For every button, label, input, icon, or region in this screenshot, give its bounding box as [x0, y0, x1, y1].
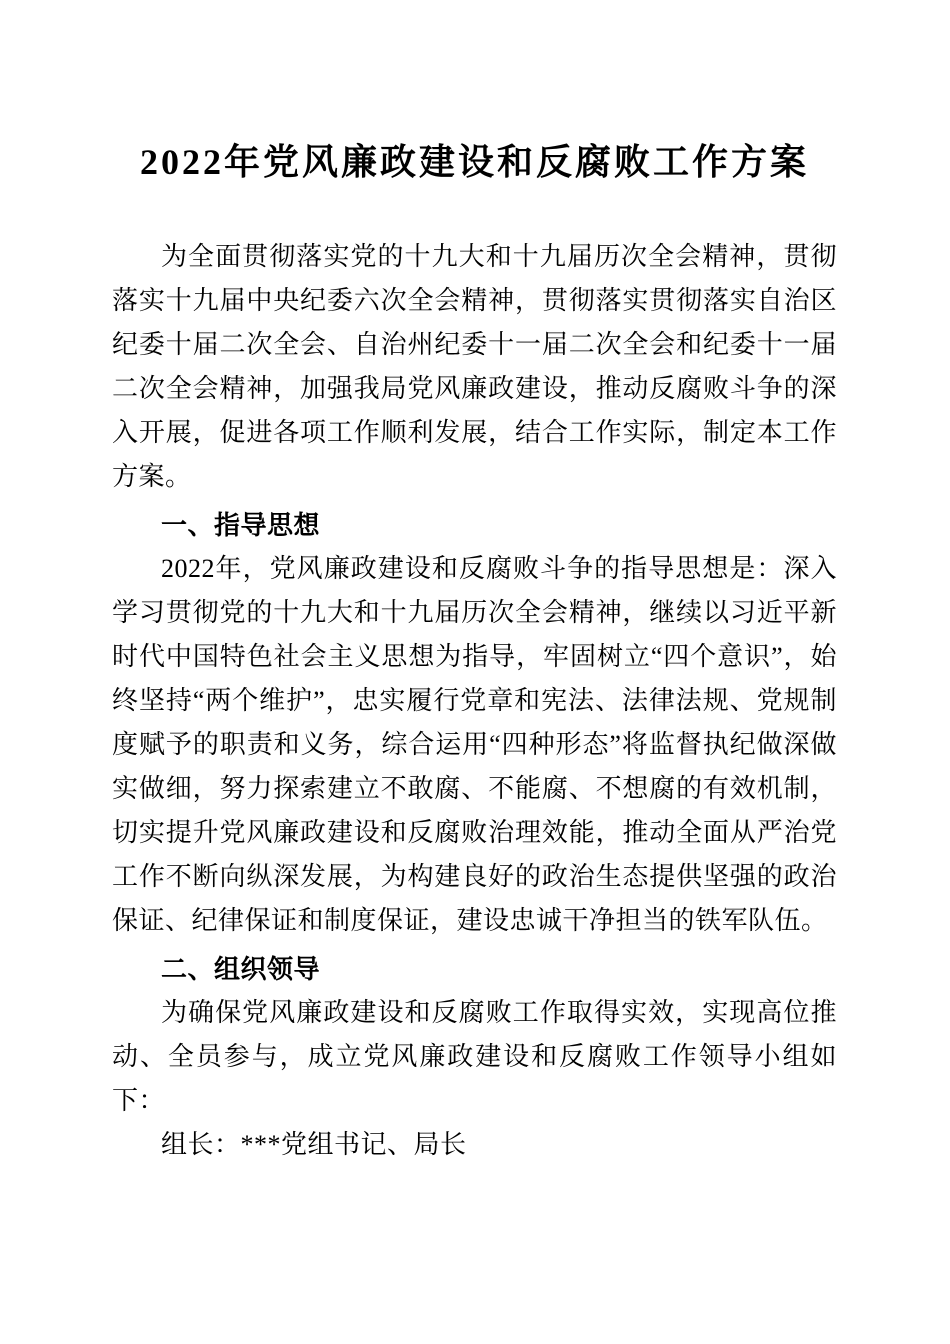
guiding-ideology-paragraph: 2022年，党风廉政建设和反腐败斗争的指导思想是：深入学习贯彻党的十九大和十九届历次全会精神，继续以习近平新时代中国特色社会主义思想为指导，牢固树立“四个意识”，始终坚持“两个维护”，忠实履行党章和宪法、法律法规、党规制度赋予的职责和义务，综合运用“四种形态”将监督执纪做深做实做细，努力探索建立不敢腐、不能腐、不想腐的有效机制，切实提升党风廉政建设和反腐败治理效能，推动全面从严治党工作不断向纵深发展，为构建良好的政治生态提供坚强的政治保证、纪律保证和制度保证，建设忠诚干净担当的铁军队伍。: [112, 554, 837, 935]
group-leader-line: 组长：***党组书记、局长: [161, 1130, 467, 1159]
organization-leadership-paragraph: 为确保党风廉政建设和反腐败工作取得实效，实现高位推动、全员参与，成立党风廉政建设和反腐败工作领导小组如下：: [112, 998, 837, 1115]
intro-paragraph: 为全面贯彻落实党的十九大和十九届历次全会精神，贯彻落实十九届中央纪委六次全会精神，贯彻落实贯彻落实自治区纪委十届二次全会、自治州纪委十一届二次全会和纪委十一届二次全会精神，加强我局党风廉政建设，推动反腐败斗争的深入开展，促进各项工作顺利发展，结合工作实际，制定本工作方案。: [112, 242, 837, 491]
section-heading-organization-leadership: 二、组织领导: [161, 954, 321, 984]
section-heading-guiding-ideology: 一、指导思想: [161, 510, 321, 540]
document-title: 2022年党风廉政建设和反腐败工作方案: [139, 142, 809, 182]
